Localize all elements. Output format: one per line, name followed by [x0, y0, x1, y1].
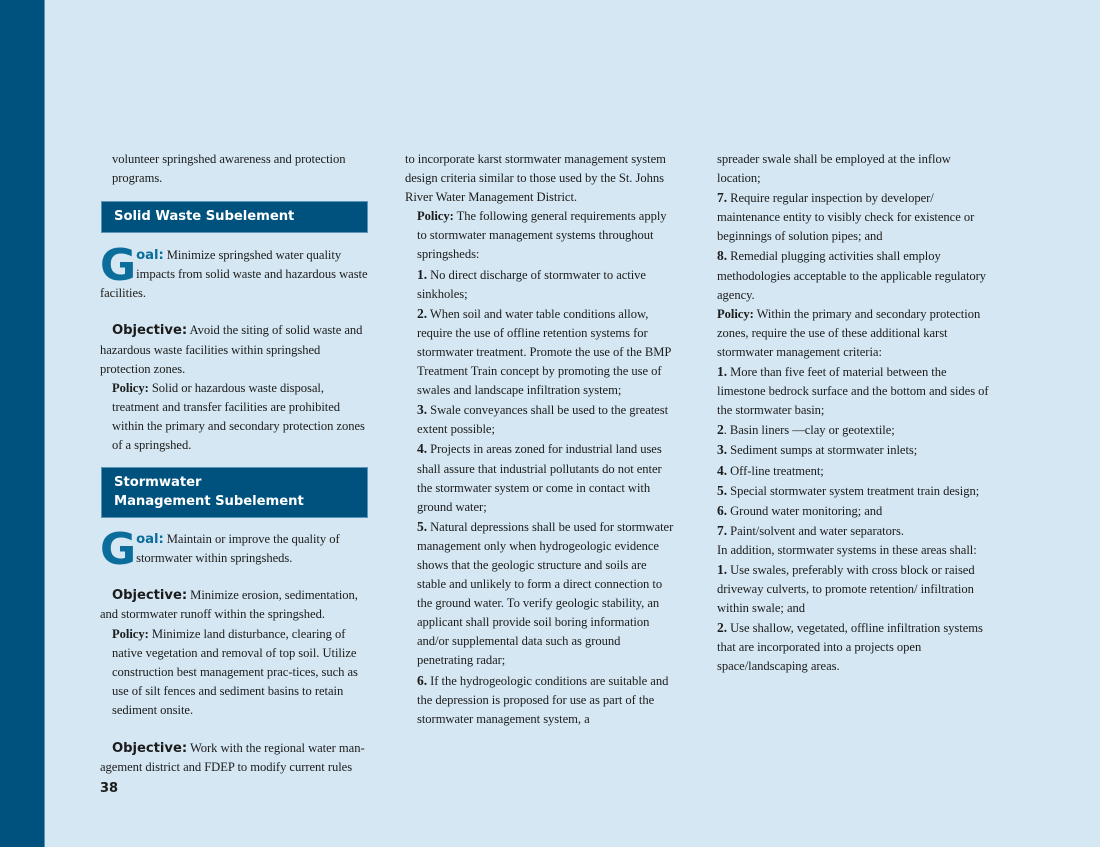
- item-text: Use swales, preferably with cross block or raised driveway culverts, to promote retention/ infiltration within swale; and: [717, 562, 975, 616]
- list-item: [717, 188, 989, 246]
- item-text: When soil and water table conditions allow, require the use of offline retention systems for stormwater treatment. Promote the use of the BMP Treatment Train concept by promoting the use of swales and landscape infiltration system;: [417, 306, 671, 398]
- addition-text: In addition, stormwater systems in these areas shall:: [717, 542, 977, 557]
- item-number: 7.: [717, 522, 728, 538]
- item-number: 2.: [417, 305, 428, 321]
- inspection-list: [717, 188, 989, 305]
- item-text: Off-line treatment;: [727, 463, 824, 478]
- solid-waste-policy: [100, 379, 372, 455]
- stormwater-heading: [101, 467, 368, 518]
- solid-waste-heading: [101, 201, 368, 233]
- solid-waste-goal: [100, 240, 372, 303]
- policy-text: Minimize land disturbance, clearing of native vegetation and removal of top soil. Utilize construction best management prac-tices, such as use of silt fences and sediment basins to retain sediment onsite.: [112, 626, 358, 717]
- stormwater-goal: [100, 524, 372, 576]
- intro-continuation: volunteer springshed awareness and protection programs.: [112, 152, 346, 186]
- general-policy: [405, 207, 677, 264]
- item-6-continuation: spreader swale shall be employed at the inflow location;: [717, 152, 951, 186]
- list-item: [417, 400, 677, 439]
- item-text: If the hydrogeologic conditions are suitable and the depression is proposed for use as part of the stormwater management system, a: [417, 673, 669, 726]
- list-item: [717, 362, 989, 420]
- stormwater-policy-1: [100, 625, 372, 720]
- policy-text: The following general requirements apply to stormwater management systems throughout springsheds:: [417, 209, 667, 262]
- policy-text: Within the primary and secondary protection zones, require the use of these additional karst stormwater management criteria:: [717, 306, 981, 359]
- objective-text: Avoid the siting of solid waste and hazardous waste facilities within springshed protection zones.: [100, 323, 363, 376]
- item-number: 8.: [717, 248, 728, 264]
- policy-label: Policy:: [417, 209, 454, 224]
- stormwater-objective-2: [100, 739, 372, 777]
- policy-label: Policy:: [112, 380, 149, 395]
- item-number: 6.: [417, 672, 428, 688]
- goal-label: oal:: [136, 248, 164, 264]
- item-text: Natural depressions shall be used for stormwater management only when hydrogeologic evidence shows that the geologic structure and soils are stable and unlikely to form a direct connection to the ground water. To verify geologic stability, an applicant shall provide soil boring information and/or supplemental data such as ground penetrating radar;: [417, 519, 674, 668]
- list-item: [717, 560, 989, 618]
- item-number: 4.: [417, 441, 428, 457]
- list-item: [417, 517, 677, 671]
- policy-text: Solid or hazardous waste disposal, treatment and transfer facilities are prohibited within the primary and secondary protection zones of a springshed.: [112, 380, 365, 453]
- objective-text: Minimize erosion, sedimentation, and stormwater runoff within the springshed.: [100, 588, 358, 622]
- item-text: More than five feet of material between the limestone bedrock surface and the bottom and sides of the stormwater basin;: [717, 365, 989, 418]
- item-number: 5.: [417, 518, 428, 534]
- goal-text: Minimize springshed water quality impacts from solid waste and hazardous waste facilities.: [100, 248, 368, 301]
- policy-label: Policy:: [112, 626, 149, 641]
- item-text: Swale conveyances shall be used to the greatest extent possible;: [417, 403, 669, 437]
- solid-waste-objective: [100, 321, 372, 378]
- list-item: [417, 671, 677, 729]
- item-number: 3.: [417, 402, 428, 418]
- goal-drop-cap: G: [100, 240, 135, 292]
- list-item: [417, 265, 677, 304]
- side-color-bar: [0, 0, 45, 847]
- item-number: 6.: [717, 502, 728, 518]
- item-text: Require regular inspection by developer/ maintenance entity to visibly check for existence or beginnings of solution pipes; and: [717, 191, 975, 244]
- item-text: . Basin liners —clay or geotextile;: [723, 423, 895, 438]
- additional-requirements-list: [717, 560, 989, 677]
- objective-label: Objective:: [112, 740, 188, 756]
- item-text: Remedial plugging activities shall employ methodologies acceptable to the applicable regulatory agency.: [717, 249, 987, 302]
- objective-label: Objective:: [112, 588, 188, 604]
- item-number: 1.: [717, 561, 728, 577]
- list-item: [717, 481, 989, 501]
- item-text: Ground water monitoring; and: [727, 503, 883, 518]
- goal-text: Maintain or improve the quality of stormwater within springsheds.: [136, 532, 340, 566]
- stormwater-heading-line1: Stormwater: [114, 475, 202, 491]
- goal-label: oal:: [136, 532, 164, 548]
- list-item: [717, 246, 989, 304]
- item-text: No direct discharge of stormwater to active sinkholes;: [417, 267, 646, 301]
- list-item: [417, 304, 677, 400]
- column-1: [100, 150, 372, 777]
- objective-continuation: to incorporate karst stormwater management system design criteria similar to those used by the St. Johns River Water Management District.: [405, 152, 666, 205]
- list-item: [417, 439, 677, 516]
- general-requirements-list: [405, 265, 677, 729]
- list-item: [717, 521, 989, 541]
- stormwater-objective-1: [100, 586, 372, 624]
- item-number: 2.: [717, 620, 728, 636]
- page-number: 38: [100, 781, 119, 796]
- objective-label: Objective:: [112, 323, 188, 339]
- item-number: 3.: [717, 442, 728, 458]
- goal-drop-cap: G: [100, 524, 135, 576]
- item-text: Use shallow, vegetated, offline infiltration systems that are incorporated into a projects open space/landscaping areas.: [717, 621, 983, 674]
- list-item: [717, 461, 989, 481]
- policy-label: Policy:: [717, 306, 754, 321]
- column-3: [717, 150, 989, 677]
- item-number: 4.: [717, 462, 728, 478]
- item-text: Special stormwater system treatment train design;: [727, 483, 980, 498]
- item-number: 1.: [717, 364, 728, 380]
- objective-text: Work with the regional water man-agement district and FDEP to modify current rules: [100, 740, 365, 775]
- list-item: [717, 420, 989, 440]
- list-item: [717, 501, 989, 521]
- column-2: [405, 150, 677, 729]
- item-text: Paint/solvent and water separators.: [727, 523, 904, 538]
- item-number: 7.: [717, 190, 728, 206]
- item-text: Projects in areas zoned for industrial land uses shall assure that industrial pollutants do not enter the stormwater system or come in contact with ground water;: [417, 442, 662, 514]
- item-text: Sediment sumps at stormwater inlets;: [727, 443, 918, 458]
- item-number: 1.: [417, 266, 428, 282]
- item-number: 2: [717, 422, 724, 438]
- solid-waste-heading-text: Solid Waste Subelement: [114, 209, 295, 225]
- stormwater-heading-line2: Management Subelement: [114, 494, 304, 510]
- list-item: [717, 440, 989, 460]
- karst-criteria-list: [717, 362, 989, 541]
- list-item: [717, 618, 989, 676]
- item-number: 5.: [717, 482, 728, 498]
- karst-policy: [717, 305, 989, 362]
